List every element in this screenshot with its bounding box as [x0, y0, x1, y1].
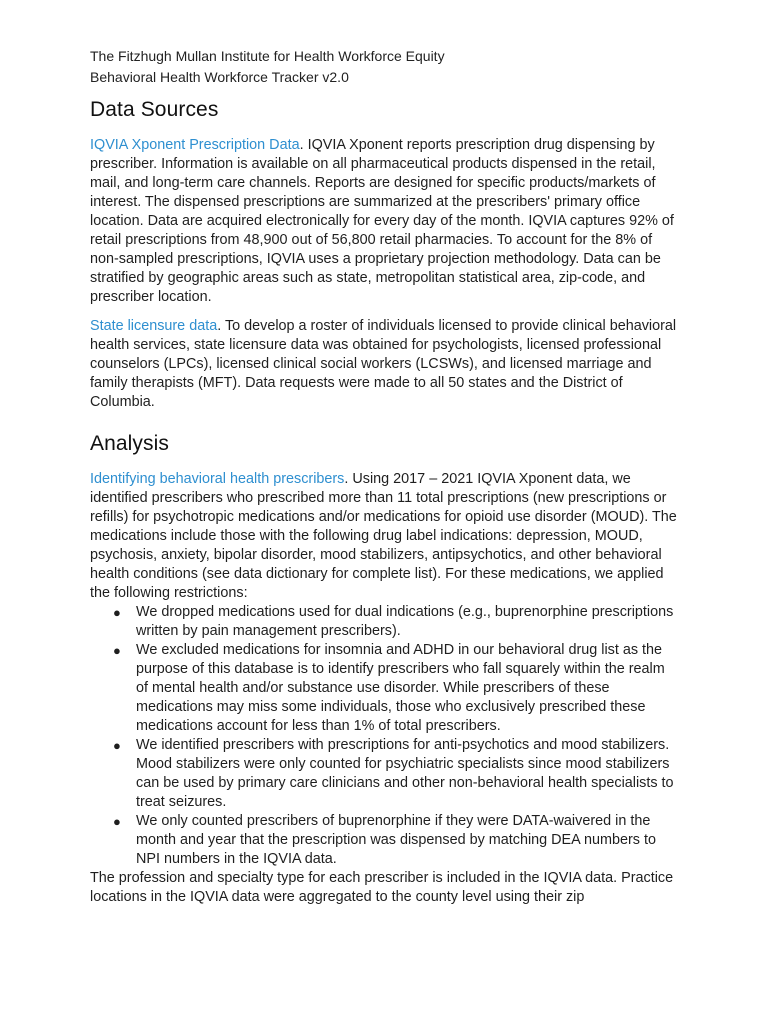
bullet-icon: ● [113, 605, 121, 620]
closing-paragraph: The profession and specialty type for each prescriber is included in the IQVIA data. Practice locations in the IQVIA data were aggregated to the county level using their zip [90, 870, 674, 905]
restrictions-list [90, 603, 680, 869]
header-institute: The Fitzhugh Mullan Institute for Health Workforce Equity [90, 48, 445, 64]
list-item-text: We identified prescribers with prescriptions for anti-psychotics and mood stabilizers. Mood stabilizers were only counted for psychiatric specialists since mood stabilizers can be used by primary care clinicians and other non-behavioral health specialists to treat seizures. [136, 737, 674, 810]
licensure-paragraph [90, 317, 680, 412]
list-item-text: We only counted prescribers of buprenorphine if they were DATA-waivered in the month and year that the prescription was dispensed by matching DEA numbers to NPI numbers in the IQVIA data. [136, 813, 656, 867]
analysis-heading: Analysis [90, 432, 169, 455]
list-item [90, 736, 680, 812]
iqvia-link[interactable]: IQVIA Xponent Prescription Data [90, 137, 300, 153]
licensure-link[interactable]: State licensure data [90, 318, 218, 334]
list-item [90, 641, 680, 736]
prescribers-paragraph [90, 470, 680, 603]
header-tracker: Behavioral Health Workforce Tracker v2.0 [90, 69, 349, 85]
bullet-icon: ● [113, 738, 121, 753]
list-item-text: We excluded medications for insomnia and ADHD in our behavioral drug list as the purpose of this database is to identify prescribers who fall squarely within the realm of mental health and/or substance use disorder. While prescribers of these medications may miss some individuals, those who exclusively prescribed these medications account for less than 1% of total prescribers. [136, 642, 665, 734]
bullet-icon: ● [113, 814, 121, 829]
licensure-text: . To develop a roster of individuals licensed to provide clinical behavioral health services, state licensure data was obtained for psychologists, licensed professional counselors (LPCs), licensed clinical social workers (LCSWs), and licensed marriage and family therapists (MFT). Data requests were made to all 50 states and the District of Columbia. [90, 318, 677, 410]
iqvia-text: . IQVIA Xponent reports prescription drug dispensing by prescriber. Information is available on all pharmaceutical products dispensed in the retail, mail, and long-term care channels. Reports are designed for specific products/markets of interest. The dispensed prescriptions are summarized at the prescribers' primary office location. Data are acquired electronically for every day of the month. IQVIA captures 92% of retail prescriptions from 48,900 out of 56,800 retail pharmacies. To account for the 8% of non-sampled prescriptions, IQVIA uses a proprietary projection methodology. Data can be stratified by geographic areas such as state, metropolitan statistical area, zip-code, and prescriber location. [90, 137, 674, 305]
document-page [90, 46, 680, 907]
prescribers-link[interactable]: Identifying behavioral health prescribers [90, 471, 345, 487]
data-sources-heading: Data Sources [90, 98, 219, 121]
bullet-icon: ● [113, 643, 121, 658]
iqvia-paragraph [90, 136, 680, 307]
prescribers-text: . Using 2017 – 2021 IQVIA Xponent data, we identified prescribers who prescribed more than 11 total prescriptions (new prescriptions or refills) for psychotropic medications and/or medications for opioid use disorder (MOUD). The medications include those with the following drug label indications: depression, MOUD, psychosis, anxiety, bipolar disorder, mood stabilizers, antipsychotics, and other behavioral health conditions (see data dictionary for complete list). For these medications, we applied the following restrictions: [90, 471, 677, 601]
list-item-text: We dropped medications used for dual indications (e.g., buprenorphine prescriptions written by pain management prescribers). [136, 604, 674, 639]
list-item [90, 603, 680, 641]
list-item [90, 812, 680, 869]
